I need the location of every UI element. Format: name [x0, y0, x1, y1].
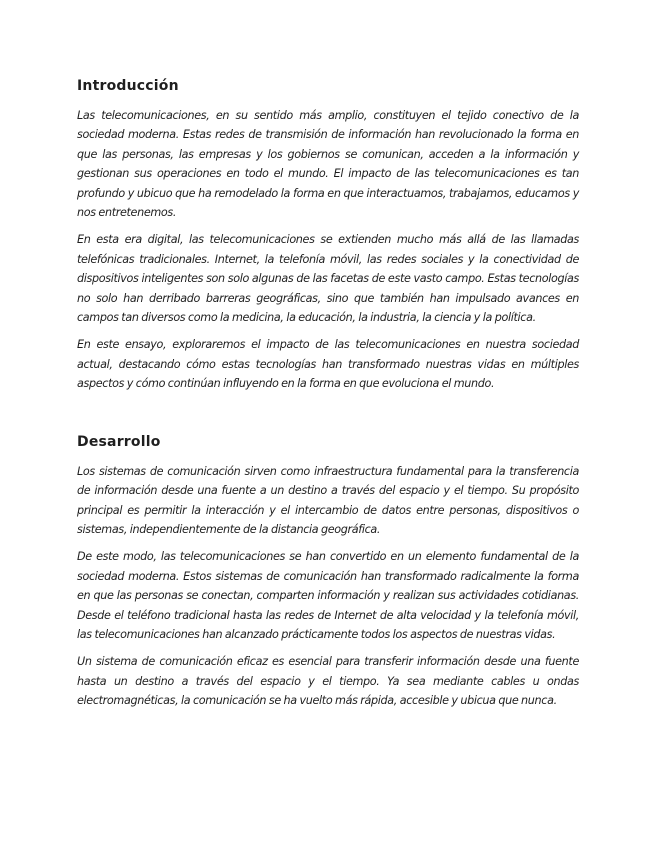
paragraph: Las telecomunicaciones, en su sentido más amplio, constituyen el tejido conectivo de la sociedad moderna. Estas redes de transmisión de información han revolucionado la forma en que las personas, las empresas y los gobiernos se comunican, acceden a la información y gestionan sus operaciones en todo el mundo. El impacto de las telecomunicaciones es tan profundo y ubicuo que ha remodelado la forma en que interactuamos, trabajamos, educamos y nos entretenemos. [77, 109, 579, 220]
paragraph: Los sistemas de comunicación sirven como infraestructura fundamental para la transferencia de información desde una fuente a un destino a través del espacio y el tiempo. Su propósito principal es permitir la interacción y el intercambio de datos entre personas, dispositivos o sistemas, independientemente de la distancia geográfica. [77, 464, 579, 536]
paragraph: De este modo, las telecomunicaciones se han convertido en un elemento fundamental de la sociedad moderna. Estos sistemas de comunicación han transformado radicalmente la forma en que las personas se conectan, comparten información y realizan sus actividades cotidianas. Desde el teléfono tradicional hasta las redes de Internet de alta velocidad y la telefonía móvil, las telecomunicaciones han alcanzado prácticamente todos los aspectos de nuestras vidas. [77, 550, 579, 641]
paragraph: En este ensayo, exploraremos el impacto de las telecomunicaciones en nuestra sociedad actual, destacando cómo estas tecnologías han transformado nuestras vidas en múltiples aspectos y cómo continúan influyendo en la forma en que evoluciona el mundo. [77, 338, 579, 391]
section-desarrollo [77, 432, 579, 711]
paragraph: En esta era digital, las telecomunicaciones se extienden mucho más allá de las llamadas telefónicas tradicionales. Internet, la telefonía móvil, las redes sociales y la conectividad de dispositivos inteligentes son solo algunas de las facetas de este vasto campo. Estas tecnologías no solo han derribado barreras geográficas, sino que también han impulsado avances en campos tan diversos como la medicina, la educación, la industria, la ciencia y la política. [77, 233, 579, 325]
section-title-introduccion: Introducción [77, 78, 179, 94]
section-title-desarrollo: Desarrollo [77, 433, 161, 450]
section-introduccion [77, 76, 579, 394]
document-page [77, 76, 579, 719]
section-spacer [77, 402, 579, 432]
paragraph: Un sistema de comunicación eficaz es esencial para transferir información desde una fuente hasta un destino a través del espacio y el tiempo. Ya sea mediante cables u ondas electromagnéticas, la comunicación se ha vuelto más rápida, accesible y ubicua que nunca. [77, 655, 579, 708]
